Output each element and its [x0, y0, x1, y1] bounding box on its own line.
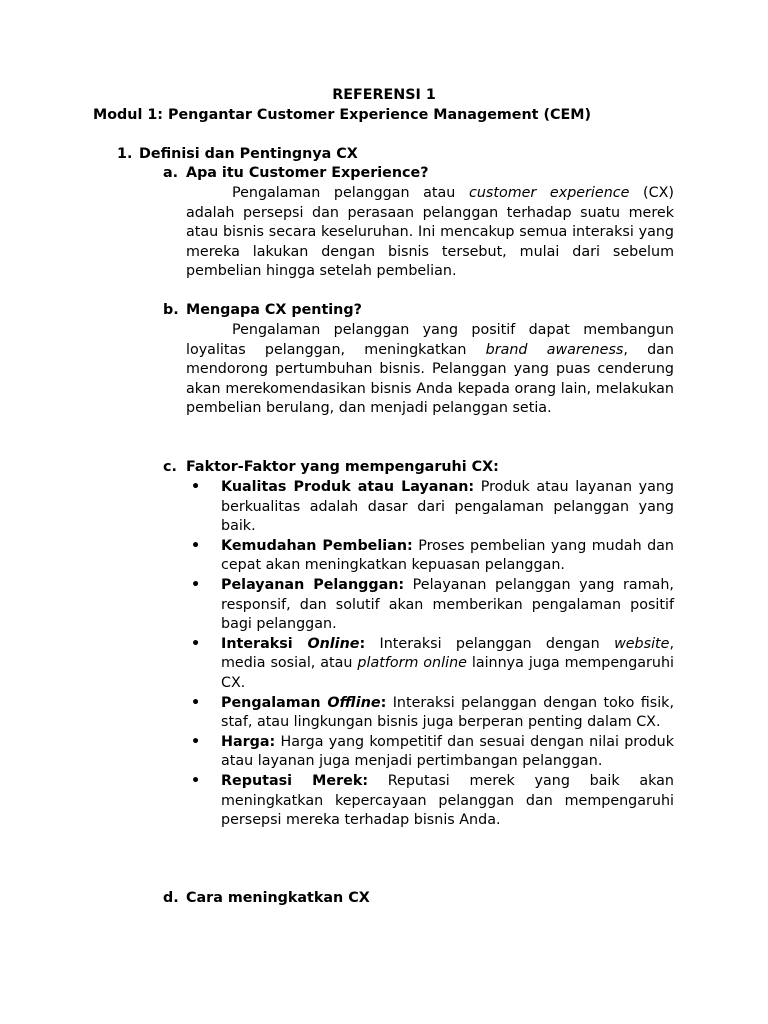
subsection-d-heading [163, 889, 370, 909]
bullet-icon: • [191, 576, 201, 593]
factor-label-part: Interaksi [221, 635, 308, 652]
subsection-letter: c. [163, 459, 177, 475]
factor-label: Kualitas Produk atau Layanan: [221, 479, 475, 495]
paragraph-italic-term: brand awareness [485, 341, 624, 358]
factor-label-part: : [380, 694, 387, 711]
subsection-title: Faktor-Faktor yang mempengaruhi CX: [186, 459, 499, 475]
paragraph-text: Pengalaman pelanggan atau [232, 185, 469, 201]
factor-text: Pelayanan pelanggan yang ramah, responsif, dan solutif akan memberikan pengalaman positif bagi pelanggan. [221, 576, 674, 633]
bullet-icon: • [191, 694, 201, 711]
subsection-letter: d. [163, 890, 179, 906]
subsection-title: Cara meningkatkan CX [186, 890, 370, 906]
section-1-heading [117, 145, 358, 165]
factor-text: Reputasi merek yang baik akan meningkatkan kepercayaan pelanggan dan mempengaruhi persepsi mereka terhadap bisnis Anda. [221, 772, 674, 829]
factor-list [186, 478, 674, 831]
factor-text: Interaksi pelanggan dengan toko fisik, staf, atau lingkungan bisnis juga berperan penting dalam CX. [221, 694, 674, 731]
subsection-title: Mengapa CX penting? [186, 302, 362, 318]
section-title: Definisi dan Pentingnya CX [139, 146, 358, 162]
factor-label: Harga: [221, 733, 276, 750]
paragraph-italic-term: customer experience [468, 185, 630, 201]
factor-text-italic: website [614, 635, 670, 652]
factor-label: Kemudahan Pembelian: [221, 537, 413, 554]
factor-label: Reputasi Merek: [221, 772, 369, 789]
section-number: 1. [117, 146, 133, 162]
factor-text: lainnya juga mempengaruhi CX. [221, 655, 674, 691]
bullet-icon: • [191, 733, 201, 750]
factor-label [221, 695, 386, 711]
factor-label-part: Pengalaman [221, 694, 328, 711]
bullet-icon: • [191, 635, 201, 652]
list-item [186, 772, 674, 831]
bullet-icon: • [191, 479, 201, 495]
factor-label-italic: Online [307, 635, 360, 652]
factor-text: , media sosial, atau [221, 635, 674, 672]
factor-text-italic: platform online [357, 655, 467, 672]
document-title: REFERENSI 1 [332, 87, 436, 103]
list-item [186, 576, 674, 635]
paragraph-text: Pengalaman pelanggan yang positif dapat membangun loyalitas pelanggan, meningkatkan [186, 322, 674, 358]
subsection-b-heading [163, 301, 362, 321]
list-item [186, 694, 674, 733]
subsection-letter: a. [163, 165, 179, 181]
list-item [186, 635, 674, 694]
list-item [186, 733, 674, 772]
subsection-a-paragraph [186, 184, 674, 282]
factor-label: Pelayanan Pelanggan: [221, 576, 405, 593]
subsection-a-heading [163, 164, 428, 184]
list-item [186, 537, 674, 576]
subsection-title: Apa itu Customer Experience? [186, 165, 429, 181]
factor-label-part: : [359, 635, 366, 652]
subsection-b-paragraph [186, 321, 674, 419]
factor-text: Interaksi pelanggan dengan [365, 635, 615, 652]
factor-label-italic: Offline [327, 694, 381, 711]
paragraph-text: (CX) adalah persepsi dan perasaan pelanggan terhadap suatu merek atau bisnis secara keseluruhan. Ini mencakup semua interaksi yang mereka lakukan dengan bisnis tersebut, mulai dari sebelum pembelian hingga setelah pembelian. [186, 185, 674, 280]
subsection-letter: b. [163, 302, 179, 318]
factor-label [221, 636, 365, 652]
paragraph-text: , dan mendorong pertumbuhan bisnis. Pelanggan yang puas cenderung akan merekomendasikan bisnis Anda kepada orang lain, melakukan pembelian berulang, dan menjadi pelanggan setia. [186, 341, 674, 417]
bullet-icon: • [191, 537, 201, 554]
list-item [186, 478, 674, 537]
factor-text: Harga yang kompetitif dan sesuai dengan nilai produk atau layanan juga menjadi pertimbangan pelanggan. [221, 733, 674, 770]
factor-text: Proses pembelian yang mudah dan cepat akan meningkatkan kepuasan pelanggan. [221, 537, 674, 574]
bullet-icon: • [191, 772, 201, 789]
factor-text: Produk atau layanan yang berkualitas adalah dasar dari pengalaman pelanggan yang baik. [221, 479, 674, 535]
subsection-c-heading [163, 458, 499, 478]
module-title: Modul 1: Pengantar Customer Experience Management (CEM) [93, 107, 592, 123]
